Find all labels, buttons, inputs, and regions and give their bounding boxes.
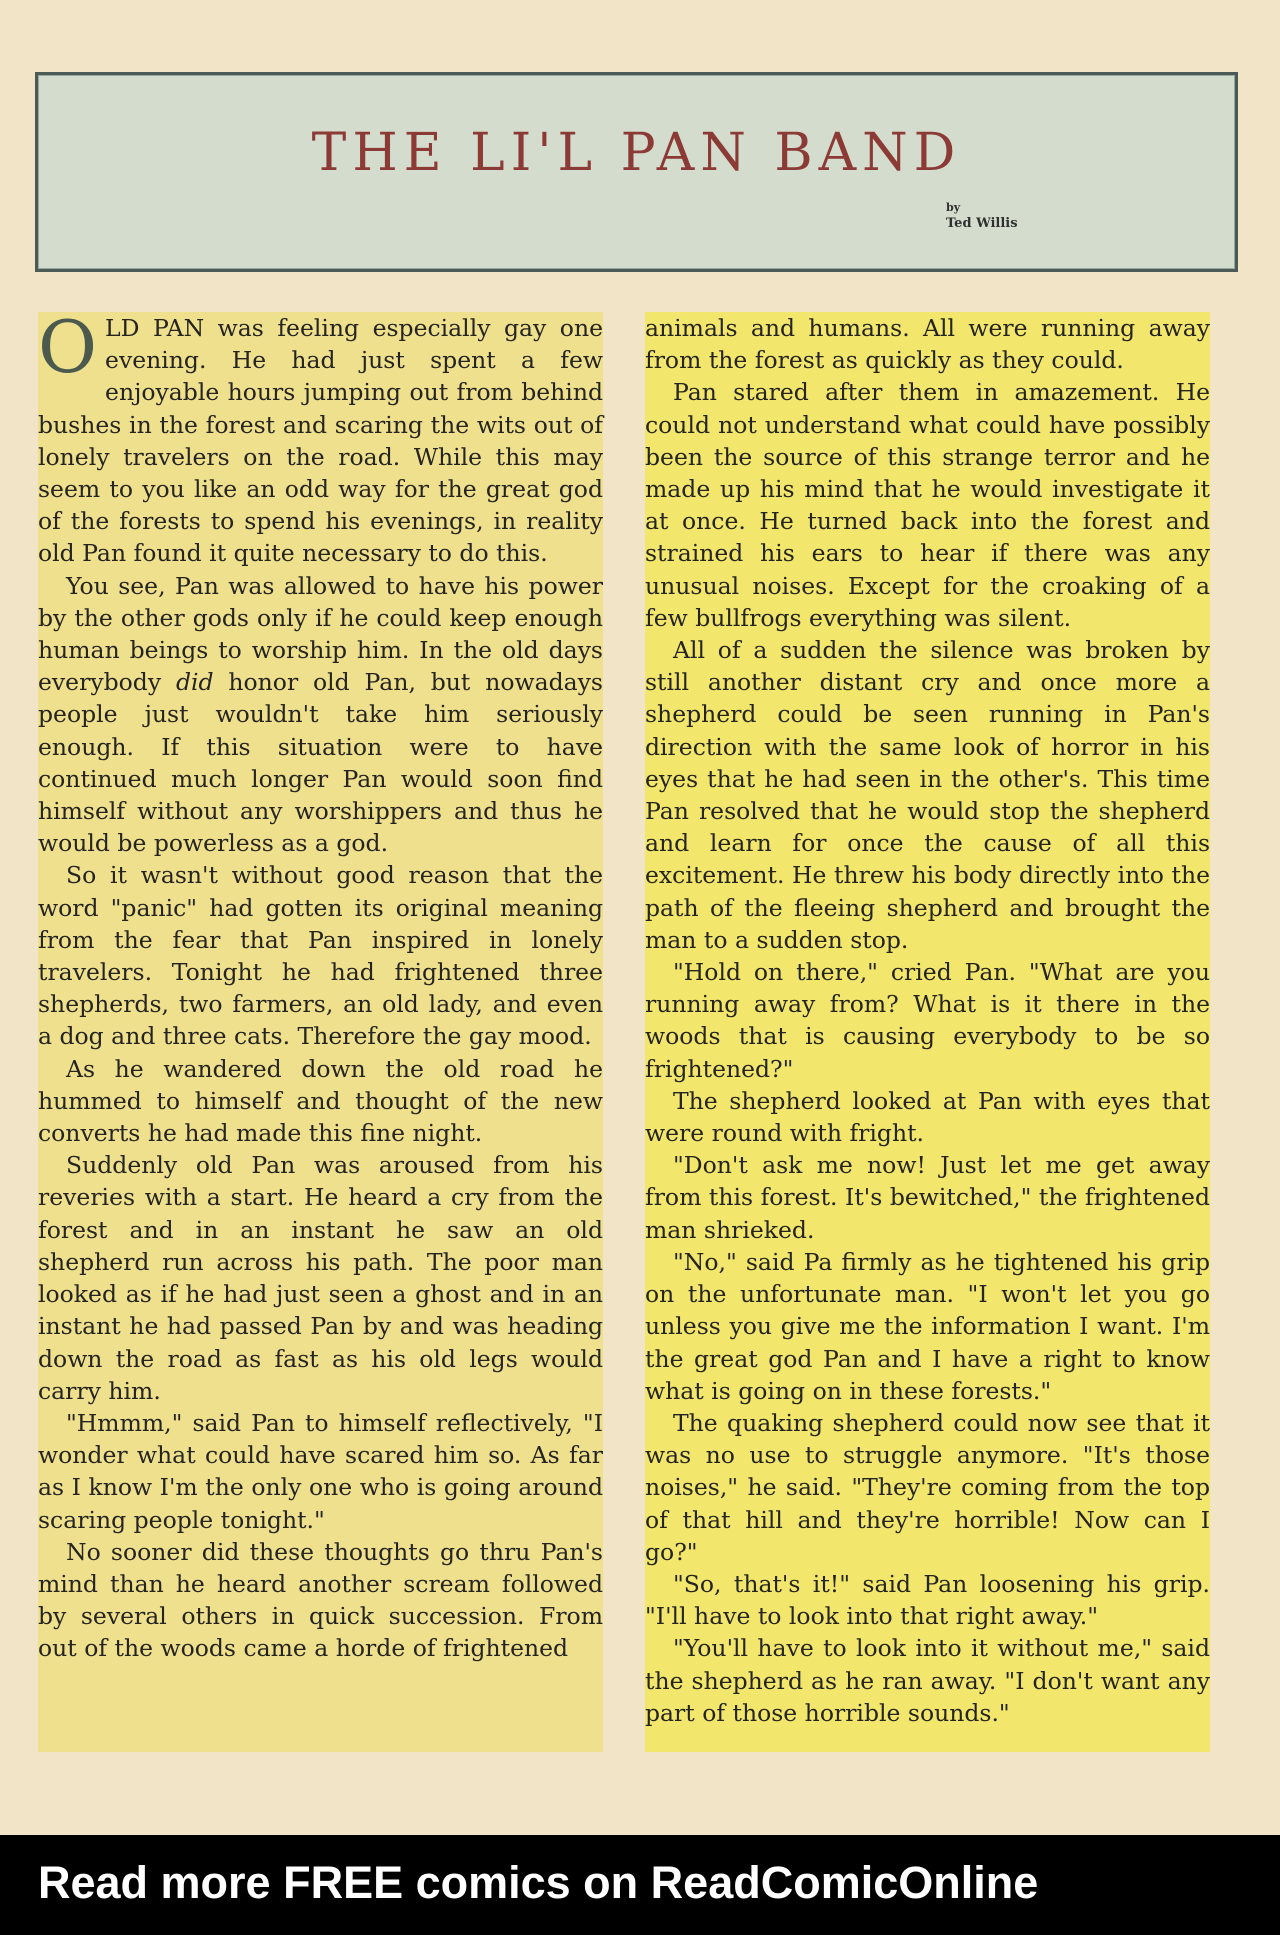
paragraph: All of a sudden the silence was broken by still another distant cry and once more a shepherd could be seen running in Pan's direction with the same look of horror in his eyes that he had seen in the other's. This time Pan resolved that he would stop the shepherd and learn for once the cause of all this excitement. He threw his body directly into the path of the fleeing shepherd and brought the man to a sudden stop. xyxy=(645,636,1210,954)
paragraph: "Hold on there," cried Pan. "What are you running away from? What is it there in the woods that is causing everybody to be so frightened?" xyxy=(645,958,1210,1083)
paragraph: Suddenly old Pan was aroused from his reveries with a start. He heard a cry from the forest and in an instant he saw an old shepherd run across his path. The poor man looked as if he had just seen a ghost and in an instant he had passed Pan by and was heading down the road as fast as his old legs would carry him. xyxy=(38,1151,603,1405)
paragraph: As he wandered down the old road he hummed to himself and thought of the new converts he had made this fine night. xyxy=(38,1054,603,1148)
author-name: Ted Willis xyxy=(946,216,1018,231)
byline-by: by xyxy=(946,201,961,214)
text-column-left xyxy=(38,305,603,1752)
paragraph: "No," said Pa firmly as he tightened his grip on the unfortunate man. "I won't let you go unless you give me the information I want. I'm the great god Pan and I have a right to know what is going on in these forests." xyxy=(645,1247,1210,1405)
paragraph: No sooner did these thoughts go thru Pan's mind than he heard another scream followed by several others in quick succession. From out of the woods came a horde of frightened xyxy=(38,1537,603,1663)
paragraph: The quaking shepherd could now see that it was no use to struggle anymore. "It's those noises," he said. "They're coming from the top of that hill and they're horrible! Now can I go?" xyxy=(645,1408,1210,1566)
footer-banner-text[interactable]: Read more FREE comics on ReadComicOnline xyxy=(38,1857,1039,1908)
paragraph: "Hmmm," said Pan to himself reflectively, "I wonder what could have scared him so. As far as I know I'm the only one who is going around scaring people tonight." xyxy=(38,1408,603,1534)
paragraph: So it wasn't without good reason that the word "panic" had gotten its original meaning from the fear that Pan inspired in lonely travelers. Tonight he had frightened three shepherds, two farmers, an old lady, and even a dog and three cats. Therefore the gay mood. xyxy=(38,861,603,1051)
paragraph: "So, that's it!" said Pan loosening his grip. "I'll have to look into that right away." xyxy=(645,1569,1210,1631)
paragraph: animals and humans. All were running away from the forest as quickly as they could. xyxy=(645,314,1210,375)
emphasis-text: did xyxy=(175,668,214,697)
paragraph: "Don't ask me now! Just let me get away from this forest. It's bewitched," the frightened man shrieked. xyxy=(645,1151,1210,1244)
paragraph xyxy=(38,570,603,860)
paragraph: "You'll have to look into it without me," said the shepherd as he ran away. "I don't want any part of those horrible sounds." xyxy=(645,1634,1210,1727)
drop-cap: O xyxy=(38,305,98,389)
footer-banner[interactable] xyxy=(0,1835,1280,1935)
paragraph: Pan stared after them in amazement. He could not understand what could have possibly been the source of this strange terror and he made up his mind that he would investigate it at once. He turned back into the forest and strained his ears to hear if there was any unusual noises. Except for the croaking of a few bullfrogs everything was silent. xyxy=(645,378,1210,632)
paragraph-text: honor old Pan, but nowadays people just wouldn't take him seriously enough. If this situation were to have continued much longer Pan would soon find himself without any worshippers and thus he would be powerless as a god. xyxy=(38,668,603,858)
paragraph: The shepherd looked at Pan with eyes that were round with fright. xyxy=(645,1086,1210,1148)
title-box xyxy=(35,72,1238,272)
paragraph-text: You see, Pan was allowed to have his power by the other gods only if he could keep enough human beings to worship him. In the old days everybody xyxy=(38,571,603,697)
text-column-right xyxy=(645,312,1210,1752)
story-title: THE LI'L PAN BAND xyxy=(311,123,962,183)
paragraph-text: LD PAN was feeling especially gay one evening. He had just spent a few enjoyable hours jumping out from behind bushes in the forest and scaring the wits out of lonely travelers on the road. While this may seem to you like an odd way for the great god of the forests to spend his evenings, in reality old Pan found it quite necessary to do this. xyxy=(38,314,603,568)
byline xyxy=(946,200,1018,232)
paragraph xyxy=(38,305,603,570)
